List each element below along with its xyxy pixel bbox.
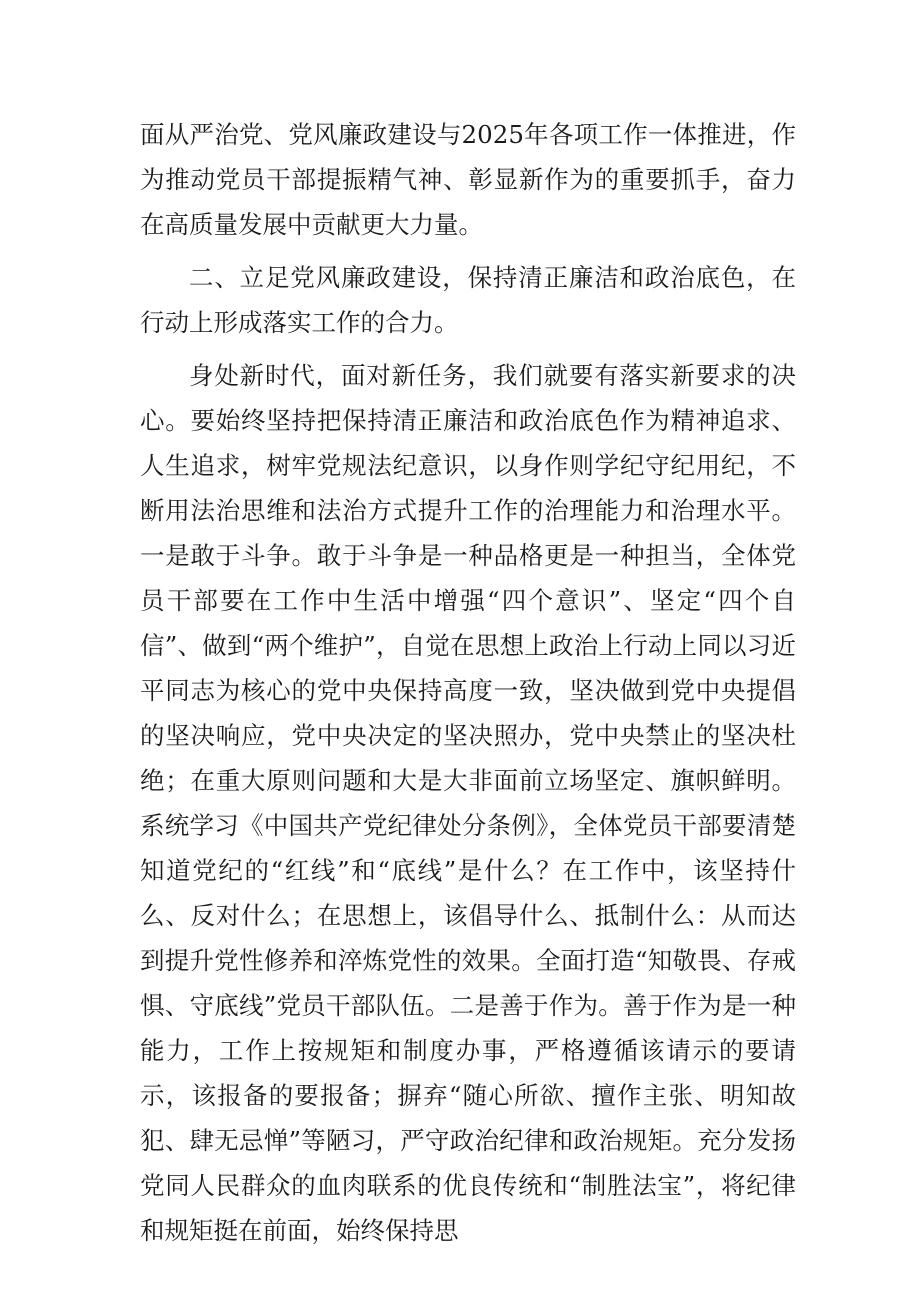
paragraph-continuation: 面从严治党、党风廉政建设与2025年各项工作一体推进，作为推动党员干部提振精气神、彰显新作为的重要抓手，奋力在高质量发展中贡献更大力量。 (140, 120, 796, 239)
paragraph-body: 身处新时代，面对新任务，我们就要有落实新要求的决心。要始终坚持把保持清正廉洁和政治底色作为精神追求、人生追求，树牢党规法纪意识，以身作则学纪守纪用纪，不断用法治思维和法治方式提升工作的治理能力和治理水平。一是敢于斗争。敢于斗争是一种品格更是一种担当，全体党员干部要在工作中生活中增强“四个意识”、坚定“四个自信”、做到“两个维护”，自觉在思想上政治上行动上同以习近平同志为核心的党中央保持高度一致，坚决做到党中央提倡的坚决响应，党中央决定的坚决照办，党中央禁止的坚决杜绝；在重大原则问题和大是大非面前立场坚定、旗帜鲜明。系统学习《中国共产党纪律处分条例》，全体党员干部要清楚知道党纪的“红线”和“底线”是什么？在工作中，该坚持什么、反对什么；在思想上，该倡导什么、抵制什么：从而达到提升党性修养和淬炼党性的效果。全面打造“知敬畏、存戒惧、守底线”党员干部队伍。二是善于作为。善于作为是一种能力，工作上按规矩和制度办事，严格遵循该请示的要请示，该报备的要报备；摒弃“随心所欲、擅作主张、明知故犯、肆无忌惮”等陋习，严守政治纪律和政治规矩。充分发扬党同人民群众的血肉联系的优良传统和“制胜法宝”，将纪律和规矩挺在前面，始终保持思 (140, 361, 796, 1245)
document-body (140, 112, 796, 1261)
section-heading-two: 二、立足党风廉政建设，保持清正廉洁和政治底色，在行动上形成落实工作的合力。 (140, 263, 796, 337)
